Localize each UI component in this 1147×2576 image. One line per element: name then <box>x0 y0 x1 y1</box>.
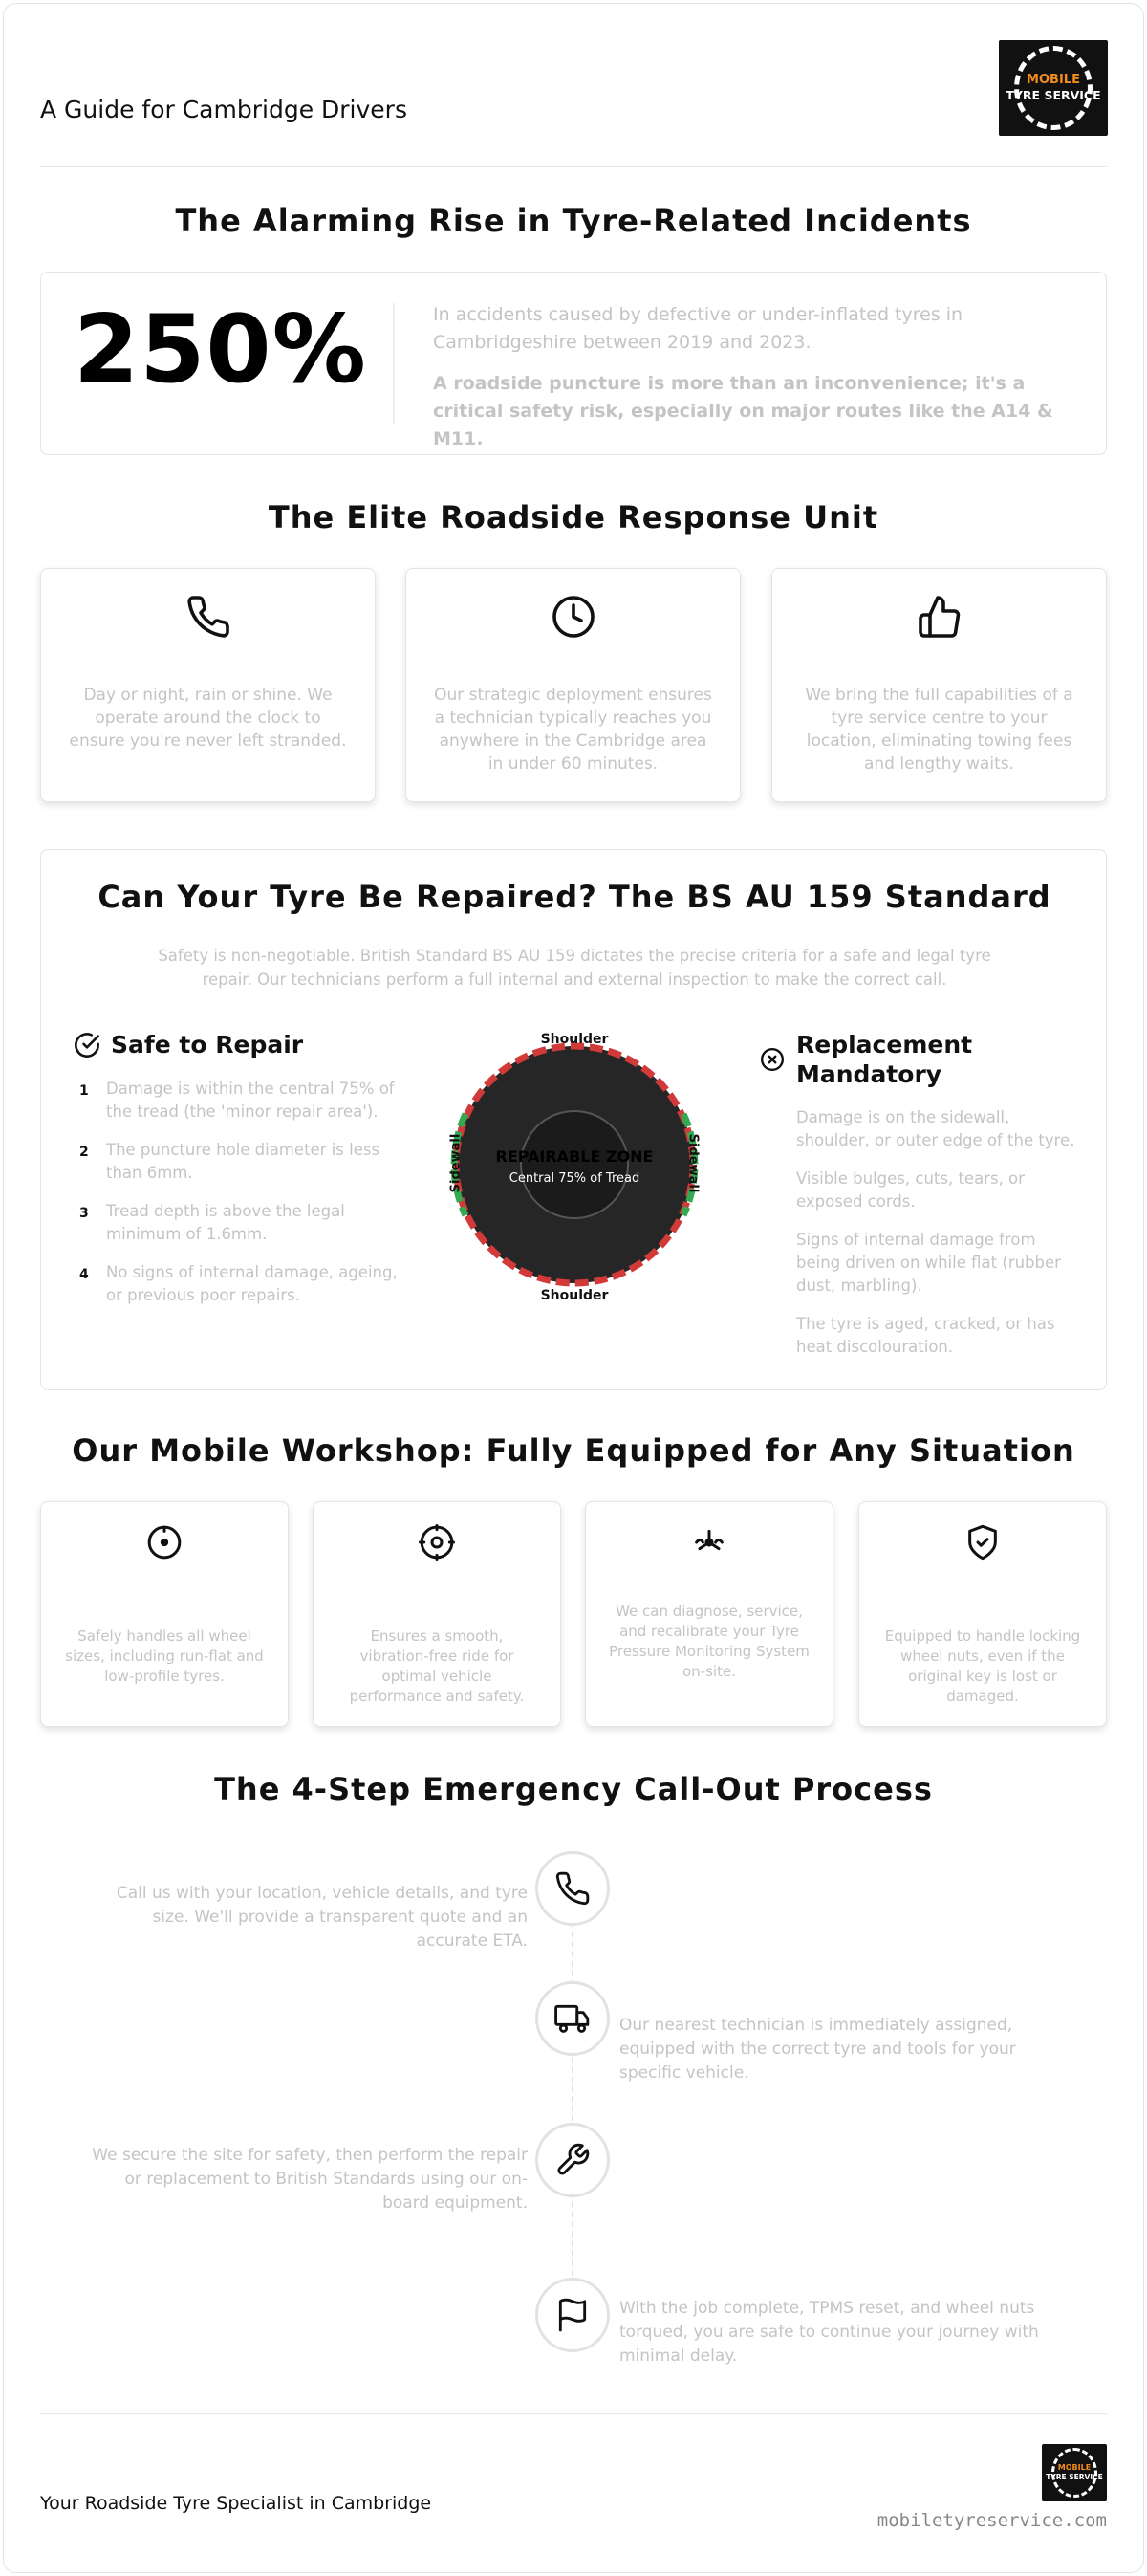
tpms-icon <box>690 1523 728 1561</box>
thumbs-up-icon <box>917 594 963 640</box>
header-logo <box>999 40 1108 136</box>
safe-number: 3 <box>79 1206 89 1221</box>
replace-item: The tyre is aged, cracked, or has heat discolouration. <box>796 1315 1055 1356</box>
logo-line1: MOBILE <box>1027 73 1080 87</box>
workshop-card-text: We can diagnose, service, and recalibrate your Tyre Pressure Monitoring System on-site. <box>609 1603 810 1680</box>
workshop-card-tpms <box>585 1501 833 1727</box>
workshop-card-text: Equipped to handle locking wheel nuts, even if the original key is lost or damaged. <box>884 1627 1081 1705</box>
repairable-zone-label: REPAIRABLE ZONE <box>495 1147 654 1166</box>
header-divider <box>40 166 1107 167</box>
step-3-text: We secure the site for safety, then perform the repair or replacement to British Standards using our on-board equipment. <box>92 2146 528 2213</box>
phone-icon <box>554 1870 591 1907</box>
stat-number: 250% <box>74 295 367 404</box>
footer-logo-line1: MOBILE <box>1057 2463 1092 2472</box>
replace-item: Visible bulges, cuts, tears, or exposed cords. <box>796 1169 1025 1211</box>
workshop-card-locking-nuts <box>858 1501 1107 1727</box>
header-tagline: A Guide for Cambridge Drivers <box>40 96 407 123</box>
workshop-card-wheels <box>40 1501 289 1727</box>
truck-icon <box>554 2000 591 2037</box>
wheel-icon <box>145 1523 184 1561</box>
process-timeline <box>572 1903 574 2314</box>
footer-url[interactable]: mobiletyreservice.com <box>876 2510 1107 2531</box>
safe-item: No signs of internal damage, ageing, or previous poor repairs. <box>106 1263 398 1304</box>
workshop-card-text: Safely handles all wheel sizes, including run-flat and low-profile tyres. <box>65 1627 264 1685</box>
response-card-availability <box>40 568 376 802</box>
step-3-marker <box>535 2123 610 2197</box>
replace-title-line2: Mandatory <box>796 1060 942 1088</box>
response-card-service <box>771 568 1107 802</box>
stat-warning: A roadside puncture is more than an inconvenience; it's a critical safety risk, especially on major routes like the A14 & M11. <box>433 373 1053 449</box>
step-1-text: Call us with your location, vehicle details, and tyre size. We'll provide a transparent quote and an accurate ETA. <box>116 1884 528 1951</box>
safe-item: Tread depth is above the legal minimum of 1.6mm. <box>106 1202 345 1243</box>
step-2-marker <box>535 1981 610 2056</box>
incidents-card <box>40 272 1107 455</box>
step-2-text: Our nearest technician is immediately assigned, equipped with the correct tyre and tools for your specific vehicle. <box>619 2016 1016 2083</box>
footer-tagline: Your Roadside Tyre Specialist in Cambridge <box>40 2493 432 2514</box>
standard-intro: Safety is non-negotiable. British Standard BS AU 159 dictates the precise criteria for a safe and legal tyre repair. Our technicians perform a full internal and external inspection to make the correct call. <box>158 947 991 989</box>
flag-icon <box>554 2297 591 2333</box>
replace-title-line1: Replacement <box>796 1031 973 1059</box>
step-4-marker <box>535 2278 610 2352</box>
footer-logo <box>1042 2444 1107 2501</box>
safe-number: 2 <box>79 1145 89 1160</box>
safe-number: 4 <box>79 1267 89 1282</box>
incidents-title: The Alarming Rise in Tyre-Related Incidents <box>175 203 972 239</box>
safe-number: 1 <box>79 1083 89 1099</box>
response-title: The Elite Roadside Response Unit <box>268 499 879 535</box>
replace-item: Damage is on the sidewall, shoulder, or outer edge of the tyre. <box>796 1108 1075 1149</box>
clock-icon <box>551 594 596 640</box>
logo-line2: TYRE SERVICE <box>1006 88 1101 102</box>
safe-item: Damage is within the central 75% of the tread (the 'minor repair area'). <box>106 1080 395 1121</box>
workshop-card-balancing <box>313 1501 561 1727</box>
workshop-card-text: Ensures a smooth, vibration-free ride for optimal vehicle performance and safety. <box>349 1627 525 1705</box>
phone-icon <box>185 594 231 640</box>
footer-divider <box>40 2413 1107 2414</box>
safe-item: The puncture hole diameter is less than 6mm. <box>106 1141 380 1182</box>
response-card-text: Day or night, rain or shine. We operate around the clock to ensure you're never left stranded. <box>69 686 347 751</box>
stat-divider <box>393 303 395 424</box>
stat-description: In accidents caused by defective or under-inflated tyres in Cambridgeshire between 2019 and 2023. <box>433 304 963 353</box>
diagram-label-right: Sidewall <box>685 1133 701 1193</box>
response-card-speed <box>405 568 741 802</box>
workshop-title: Our Mobile Workshop: Fully Equipped for Any Situation <box>72 1432 1075 1469</box>
process-title: The 4-Step Emergency Call-Out Process <box>214 1771 933 1807</box>
standard-title: Can Your Tyre Be Repaired? The BS AU 159 Standard <box>97 879 1051 915</box>
step-1-marker <box>535 1851 610 1926</box>
wrench-icon <box>554 2142 591 2178</box>
footer-logo-line2: TYRE SERVICE <box>1046 2473 1103 2481</box>
safe-title: Safe to Repair <box>111 1031 304 1059</box>
check-circle-icon <box>74 1032 100 1059</box>
response-card-text: We bring the full capabilities of a tyre service centre to your location, eliminating towing fees and lengthy waits. <box>805 686 1073 774</box>
diagram-label-bottom: Shoulder <box>540 1288 609 1303</box>
shield-check-icon <box>963 1523 1002 1561</box>
diagram-label-top: Shoulder <box>540 1032 609 1047</box>
response-card-text: Our strategic deployment ensures a technician typically reaches you anywhere in the Cambridge area in under 60 minutes. <box>434 686 712 774</box>
balance-wheel-icon <box>418 1523 456 1561</box>
standard-card <box>40 849 1107 1390</box>
x-circle-icon <box>760 1047 785 1072</box>
replace-item: Signs of internal damage from being driven on while flat (rubber dust, marbling). <box>796 1231 1061 1295</box>
repairable-zone-sublabel: Central 75% of Tread <box>509 1171 640 1186</box>
diagram-label-left: Sidewall <box>448 1133 464 1193</box>
step-4-text: With the job complete, TPMS reset, and wheel nuts torqued, you are safe to continue your journey with minimal delay. <box>619 2299 1039 2366</box>
